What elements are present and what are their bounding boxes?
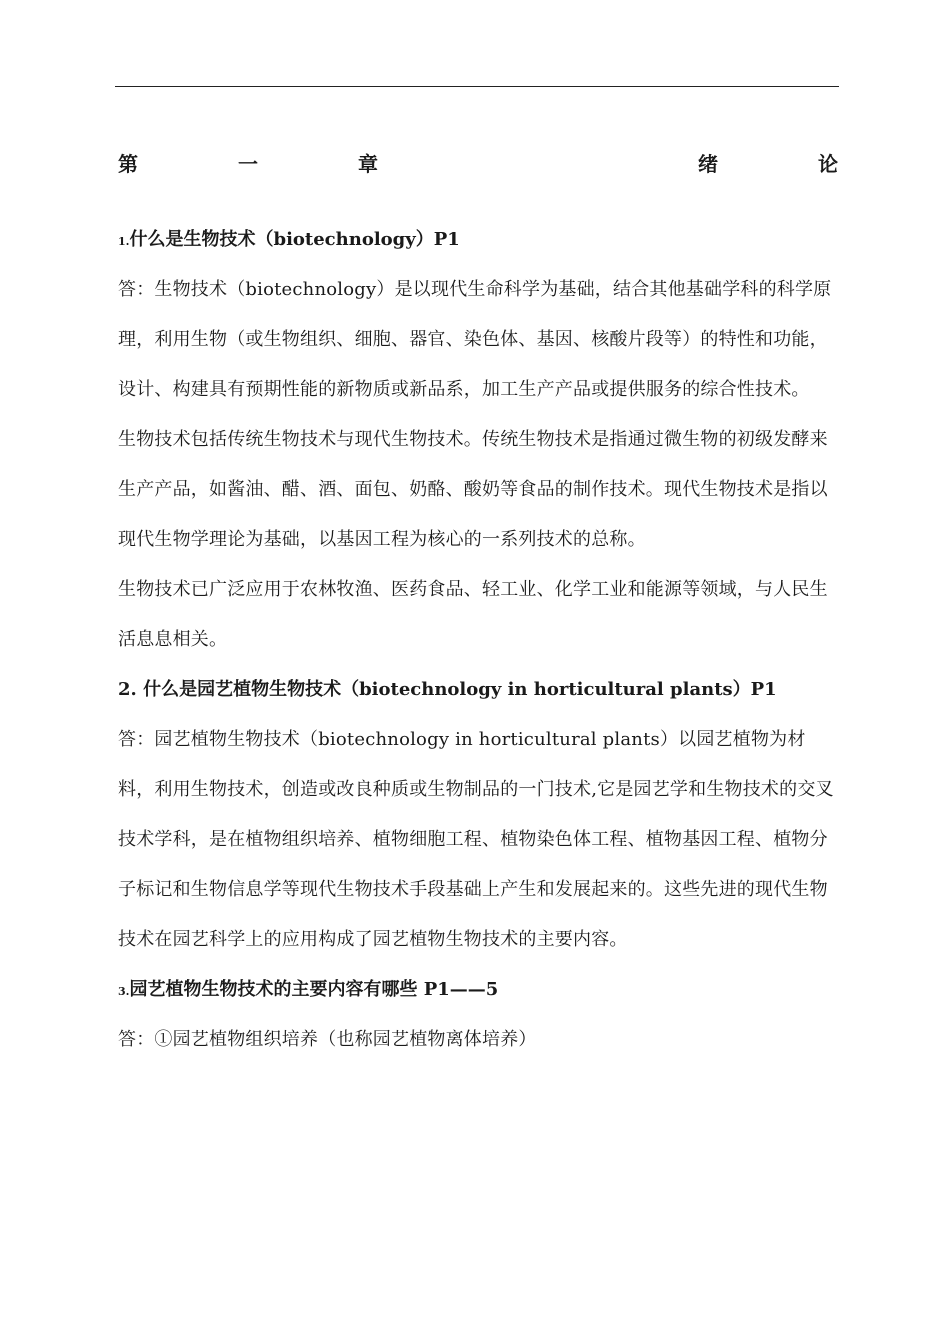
chapter-char-1: 第 xyxy=(118,152,138,176)
header-rule xyxy=(115,86,839,87)
chapter-char-4: 绪 xyxy=(698,152,718,176)
chapter-title xyxy=(118,148,838,178)
answer-paragraph: 答：生物技术（biotechnology）是以现代生命科学为基础，结合其他基础学科的科学原理，利用生物（或生物组织、细胞、器官、染色体、基因、核酸片段等）的特性和功能，设计、构建具有预期性能的新物质或新品系，加工生产产品或提供服务的综合性技术。 xyxy=(118,279,832,400)
question-heading xyxy=(118,215,838,265)
chapter-char-3: 章 xyxy=(358,152,378,176)
answer-paragraph: 答：园艺植物生物技术（biotechnology in horticultural plants）以园艺植物为材料，利用生物技术，创造或改良种质或生物制品的一门技术,它是园艺学和生物技术的交叉技术学科，是在植物组织培养、植物细胞工程、植物染色体工程、植物基因工程、植物分子标记和生物信息学等现代生物技术手段基础上产生和发展起来的。这些先进的现代生物技术在园艺科学上的应用构成了园艺植物生物技术的主要内容。 xyxy=(118,729,834,950)
chapter-char-5: 论 xyxy=(818,152,838,176)
question-title: 什么是生物技术（biotechnology）P1 xyxy=(129,229,460,250)
question-heading xyxy=(118,965,838,1015)
answer-paragraph: 生物技术已广泛应用于农林牧渔、医药食品、轻工业、化学工业和能源等领域，与人民生活息息相关。 xyxy=(118,579,828,650)
chapter-char-2: 一 xyxy=(238,152,258,176)
question-title: 园艺植物生物技术的主要内容有哪些 P1——5 xyxy=(129,979,499,1000)
question-heading xyxy=(118,665,838,715)
question-number: 3. xyxy=(118,985,130,998)
document-body xyxy=(118,215,838,1065)
answer-paragraph: 生物技术包括传统生物技术与现代生物技术。传统生物技术是指通过微生物的初级发酵来生产产品，如酱油、醋、酒、面包、奶酪、酸奶等食品的制作技术。现代生物技术是指以现代生物学理论为基础，以基因工程为核心的一系列技术的总称。 xyxy=(118,429,828,550)
question-number: 1. xyxy=(118,235,130,248)
answer-paragraph: 答：①园艺植物组织培养（也称园艺植物离体培养） xyxy=(118,1029,537,1050)
question-title: 什么是园艺植物生物技术（biotechnology in horticultural plants）P1 xyxy=(143,679,777,700)
question-number: 2. xyxy=(118,679,137,700)
